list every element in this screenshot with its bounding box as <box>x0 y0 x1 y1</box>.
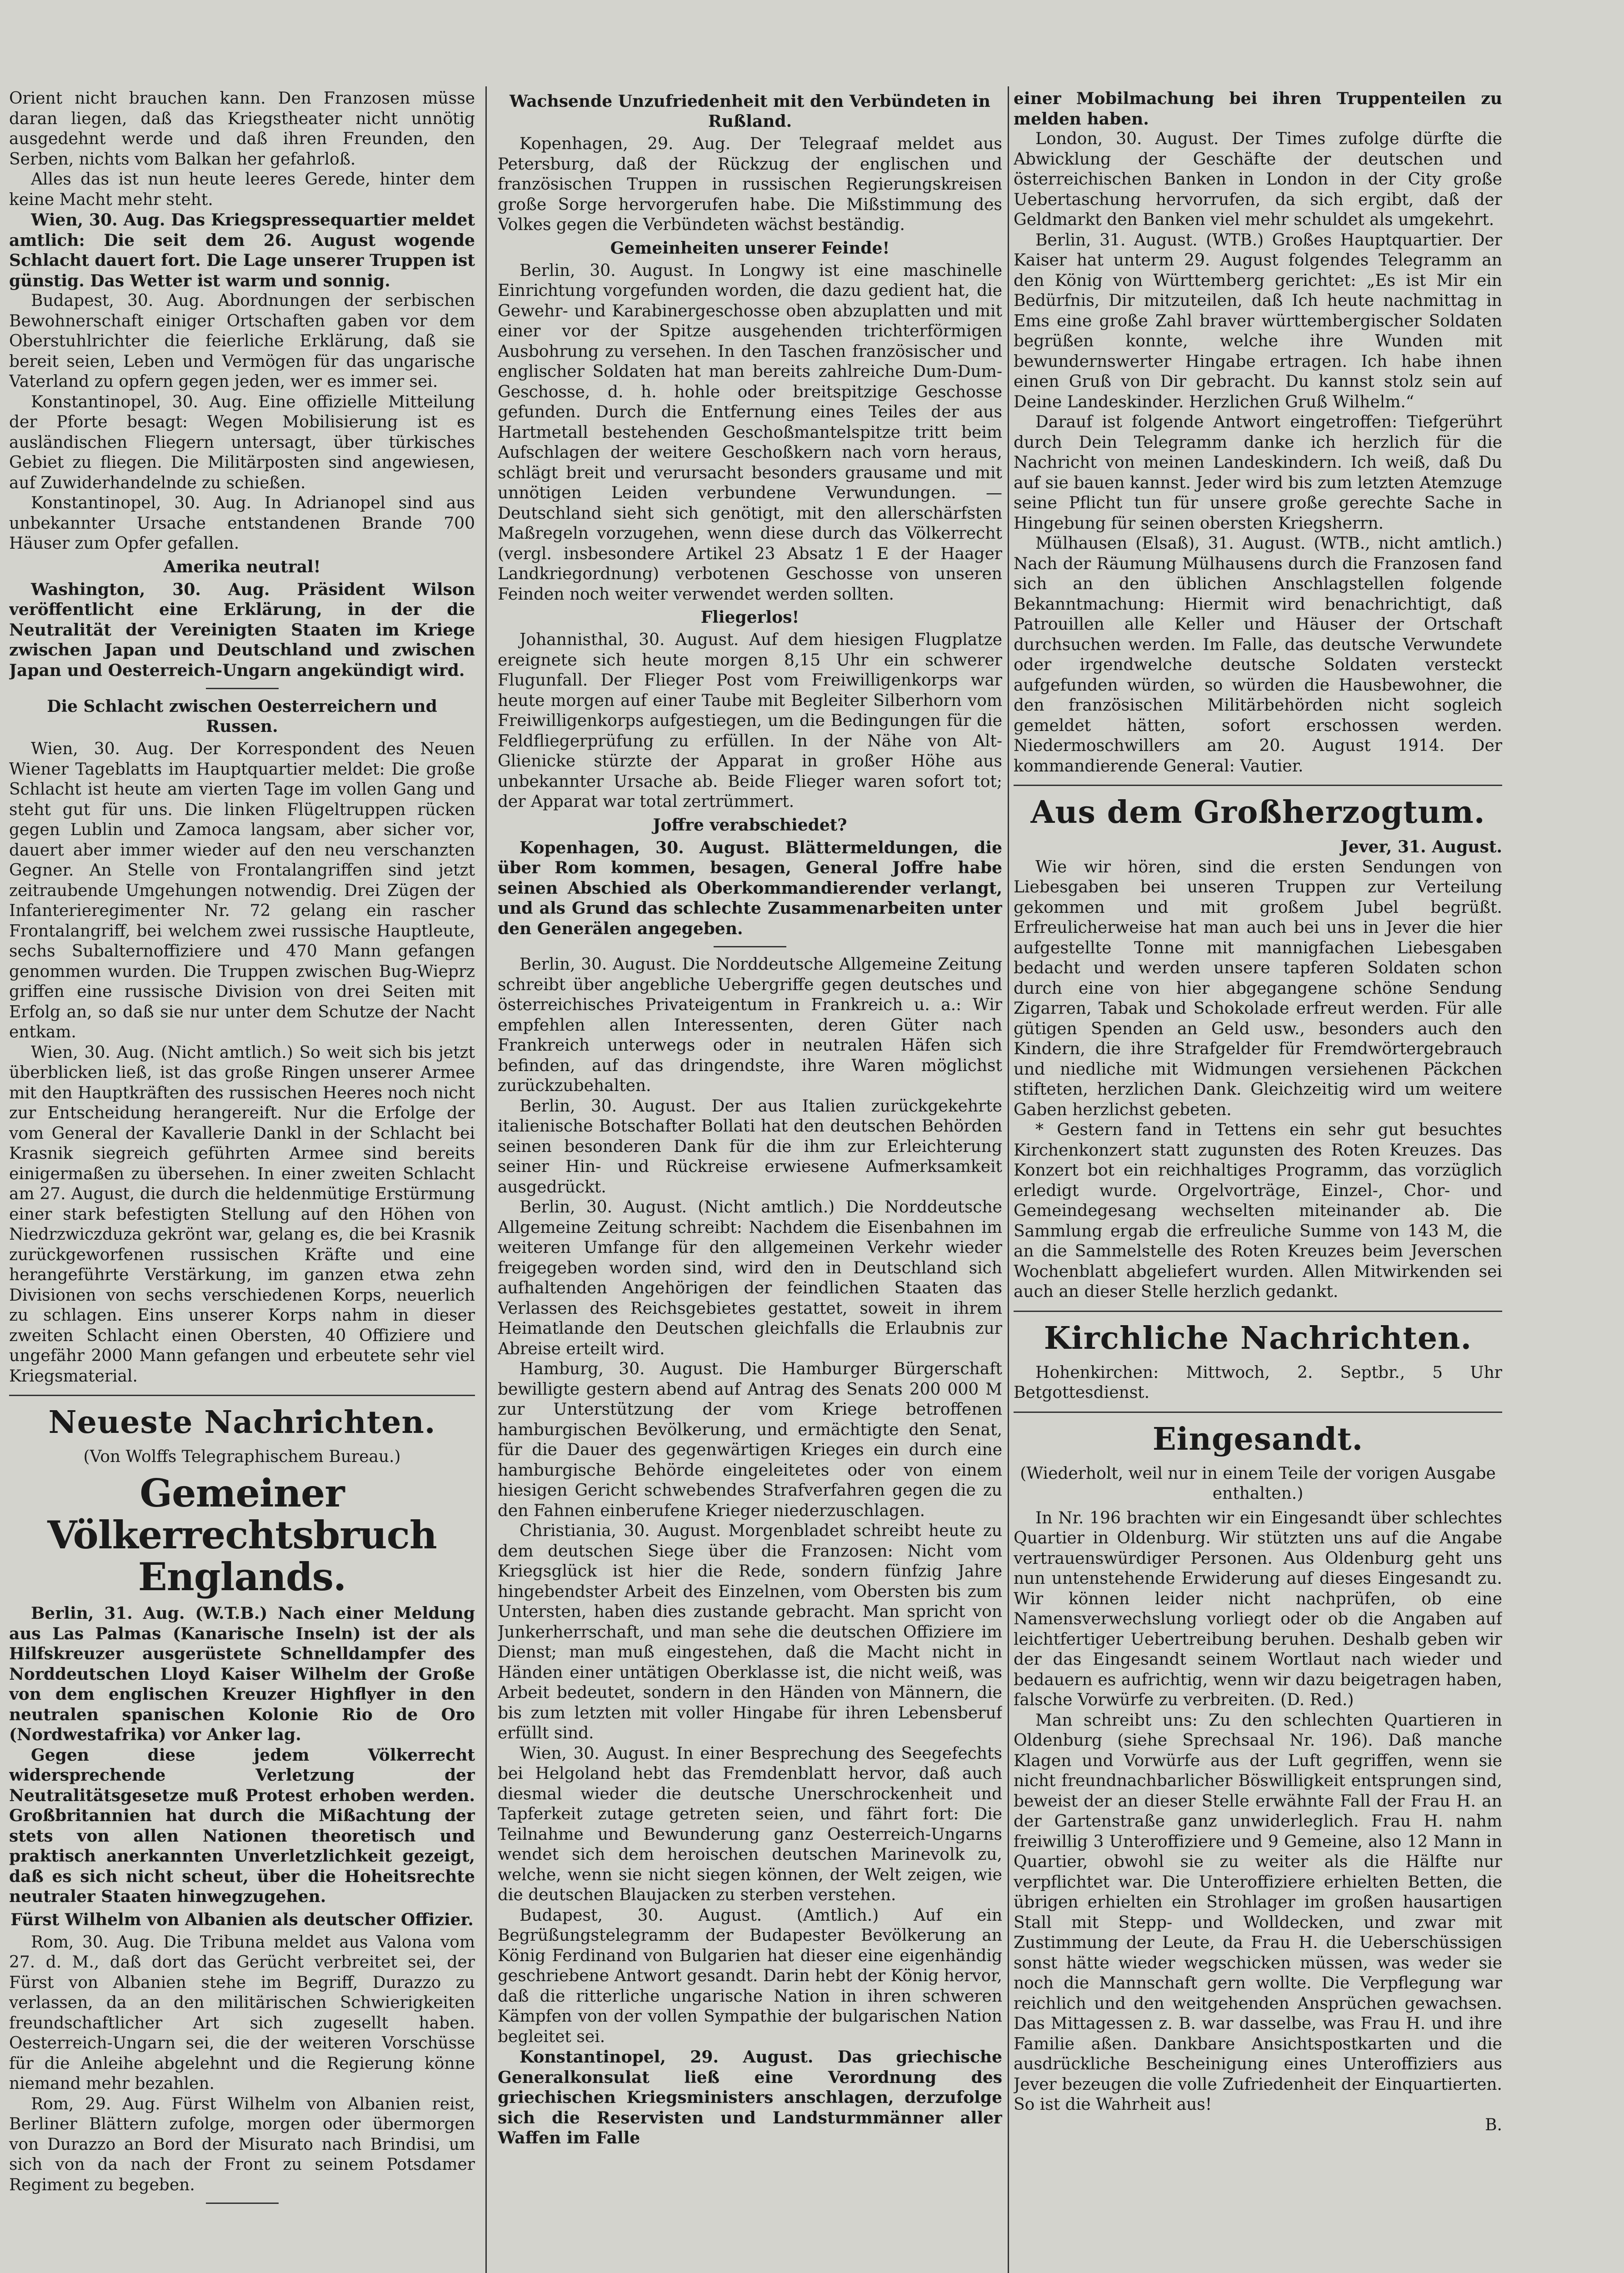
article-paragraph: Alles das ist nun heute leeres Gerede, hinter dem keine Macht mehr steht. <box>9 170 475 209</box>
short-divider <box>206 2203 279 2204</box>
section-title: Aus dem Großherzogtum. <box>1030 794 1485 831</box>
section-heading: Wachsende Unzufriedenheit mit den Verbündeten in Rußland. <box>510 92 990 131</box>
article-paragraph: Mülhausen (Elsaß), 31. August. (WTB., nicht amtlich.) Nach der Räumung Mülhausens durch die Franzosen fand sich an den üblichen Anschlagstellen folgende Bekanntmachung: Hiermit wird benachrichtigt, daß Patrouillen alle Keller und Häuser der Ortschaft durchsuchen werden. Im Falle, das deutsche Verwundete oder irgendwelche deutsche Soldaten versteckt aufgefunden würden, so würden die Hausbewohner, die den französischen Militärbehörden nicht sogleich gemeldet hätten, sofort erschossen werden. Niedermoschwillers am 20. August 1914. Der kommandierende General: Vautier. <box>1014 534 1502 776</box>
article-paragraph: Wie wir hören, sind die ersten Sendungen von Liebesgaben bei unseren Truppen zur Verteilung gekommen und mit großem Jubel begrüßt. Erfreulicherweise hat man auch bei uns in Jever die hier aufgestellte Tonne mit mannigfachen Liebesgaben bedacht und werden unsere tapferen Soldaten schon durch eine von hier abgegangene schöne Sendung Zigarren, Tabak und Schokolade erfreut werden. Für alle gütigen Spenden an Geld usw., besonders auch den Kindern, die ihre Strafgelder für Fremdwörtergebrauch und niedliche mit Widmungen versiehenen Päckchen stifteten, herzlichen Dank. Gleichzeitig wird um weitere Gaben herzlichst gebeten. <box>1014 857 1502 1119</box>
article-paragraph: Rom, 29. Aug. Fürst Wilhelm von Albanien reist, Berliner Blättern zufolge, morgen oder übermorgen von Durazzo an Bord der Misurato nach Brindisi, um sich von da nach der Front zu seinem Potsdamer Regiment zu begeben. <box>9 2094 475 2194</box>
section-heading: Fürst Wilhelm von Albanien als deutscher Offizier. <box>10 1910 474 1929</box>
article-paragraph: Wien, 30. Aug. Der Korrespondent des Neuen Wiener Tageblatts im Hauptquartier meldet: Die große Schlacht ist heute am vierten Tage im vollen Gang und steht gut für uns. Die linken Flügeltruppen rücken gegen Lublin und Zamoca langsam, aber sicher vor, dauert aber immer wieder auf den neu verschanzten Gegner. An Stelle von Frontalangriffen sind jetzt zeitraubende Umgehungen notwendig. Drei Zügen der Infanterieregimenter Nr. 72 gelang ein rascher Frontalangriff, bei welchem zwei russische Hauptleute, sechs Subalternoffiziere und 470 Mann gefangen genommen wurden. Die Truppen zwischen Bug-Wieprz griffen eine russische Division von drei Seiten mit Erfolg an, so daß sie nur unter dem Schutze der Nacht entkam. <box>9 740 475 1041</box>
column-1 <box>9 89 475 2273</box>
article-paragraph: Hohenkirchen: Mittwoch, 2. Septbr., 5 Uhr Betgottesdienst. <box>1014 1363 1502 1402</box>
section-divider <box>1014 1412 1502 1413</box>
section-subtitle: (Von Wolffs Telegraphischem Bureau.) <box>83 1447 401 1466</box>
article-paragraph: Hamburg, 30. August. Die Hamburger Bürgerschaft bewilligte gestern abend auf Antrag des Senats 200 000 M zur Unterstützung der vom Kriege betroffenen hamburgischen Bevölkerung, und ermächtigte den Senat, für die Dauer des gegenwärtigen Krieges ein durch eine hamburgische Behörde eingeleitetes oder von einem hiesigen Gericht schwebendes Strafverfahren gegen die zu den Fahnen einberufene Krieger niederzuschlagen. <box>498 1360 1002 1520</box>
article-paragraph: Konstantinopel, 30. Aug. In Adrianopel sind aus unbekannter Ursache entstandenen Brande 700 Häuser zum Opfer gefallen. <box>9 494 475 553</box>
section-heading: Die Schlacht zwischen Oesterreichern und Russen. <box>47 697 437 736</box>
section-title: Eingesandt. <box>1152 1421 1364 1457</box>
article-paragraph: Darauf ist folgende Antwort eingetroffen: Tiefgerührt durch Dein Telegramm danke ich herzlich für die Nachricht von meinen Landeskindern. Ich weiß, daß Du auf sie bauen kannst. Jeder wird bis zum letzten Atemzuge seine Pflicht tun für unsere große gerechte Sache in Hingebung für seinen obersten Kriegsherrn. <box>1014 413 1502 533</box>
article-paragraph: Berlin, 30. August. (Nicht amtlich.) Die Norddeutsche Allgemeine Zeitung schreibt: Nachdem die Eisenbahnen im weiteren Umfange für den allgemeinen Verkehr wieder freigegeben worden sind, wird den in Deutschland sich aufhaltenden Angehörigen der feindlichen Staaten das Verlassen des Reichsgebietes gestattet, soweit in ihrem Heimatlande den Deutschen gleichfalls die Erlaubnis zur Abreise erteilt wird. <box>498 1198 1002 1358</box>
column-3 <box>1014 89 1502 2273</box>
article-paragraph: Wien, 30. Aug. (Nicht amtlich.) So weit sich bis jetzt überblicken ließ, ist das große Ringen unserer Armee mit den Hauptkräften des russischen Heeres noch nicht zur Entscheidung herangereift. Nur die Erfolge der vom General der Kavallerie Dankl in der Schlacht bei Krasnik siegreich geführten Armee sind bereits einigermaßen zu übersehen. In einer zweiten Schlacht am 27. August, die durch die heldenmütige Erstürmung einer stark befestigten Stellung auf den Höhen von Niedrzwiczduza gekrönt war, gelang es, die bei Krasnik zurückgeworfenen russischen Kräfte und eine herangeführte Verstärkung, im ganzen etwa zehn Divisionen von sechs verschiedenen Korps, neuerlich zu schlagen. Eins unserer Korps nahm in dieser zweiten Schlacht einen Obersten, 40 Offiziere und ungefähr 2000 Mann gefangen und erbeutete sehr viel Kriegsmaterial. <box>9 1043 475 1386</box>
article-paragraph: * Gestern fand in Tettens ein sehr gut besuchtes Kirchenkonzert statt zugunsten des Roten Kreuzes. Das Konzert bot ein reichhaltiges Programm, das vorzüglich erledigt wurde. Orgelvorträge, Einzel-, Chor- und Gemeindegesang wechselten miteinander ab. Die Sammlung ergab die erfreuliche Summe von 143 M, die an die Sammelstelle des Roten Kreuzes beim Jeverschen Wochenblatt abgeliefert wurden. Allen Mitwirkenden sei auch an dieser Stelle herzlich gedankt. <box>1014 1121 1502 1301</box>
article-paragraph: einer Mobilmachung bei ihren Truppenteilen zu melden haben. <box>1014 89 1502 129</box>
column-2 <box>498 89 1002 2273</box>
section-divider <box>1014 785 1502 786</box>
article-paragraph: Berlin, 31. Aug. (W.T.B.) Nach einer Meldung aus Las Palmas (Kanarische Inseln) ist der als Hilfskreuzer ausgerüstete Schnelldampfer des Norddeutschen Lloyd Kaiser Wilhelm der Große von dem englischen Kreuzer Highflyer in den neutralen spanischen Kolonie Rio de Oro (Nordwestafrika) vor Anker lag. <box>9 1604 475 1744</box>
article-paragraph: Konstantinopel, 29. August. Das griechische Generalkonsulat ließ eine Verordnung des griechischen Kriegsministers anschlagen, derzufolge sich die Reservisten und Landsturmmänner aller Waffen im Falle <box>498 2048 1002 2148</box>
section-heading: Amerika neutral! <box>163 557 321 576</box>
article-paragraph: Orient nicht brauchen kann. Den Franzosen müsse daran liegen, daß das Kriegstheater nicht unnötig ausgedehnt werde und daß ihren Freunden, den Serben, nichts vom Balkan her gefahrloß. <box>9 89 475 169</box>
article-paragraph: Kopenhagen, 30. August. Blättermeldungen, die über Rom kommen, besagen, General Joffre habe seinen Abschied als Oberkommandierender verlangt, und als Grund das schlechte Zusammenarbeiten unter den Generälen angegeben. <box>498 838 1002 938</box>
article-paragraph: Budapest, 30. Aug. Abordnungen der serbischen Bewohnerschaft einiger Ortschaften gaben vor dem Oberstuhlrichter die feierliche Erklärung, daß sie bereit seien, Leben und Vermögen für das ungarische Vaterland zu opfern gegen jeden, wer es immer sei. <box>9 291 475 391</box>
section-title: Kirchliche Nachrichten. <box>1044 1320 1472 1357</box>
headline: Gemeiner Völkerrechtsbruch Englands. <box>47 1471 437 1599</box>
article-paragraph: Gegen diese jedem Völkerrecht widersprechende Verletzung der Neutralitätsgesetze muß Protest erhoben werden. Großbritannien hat durch die Mißachtung der stets von allen Nationen theoretisch und praktisch anerkannten Unverletzlichkeit gezeigt, daß es sich nicht scheut, über die Hoheitsrechte neutraler Staaten hinwegzugehen. <box>9 1745 475 1906</box>
article-paragraph: Berlin, 31. August. (WTB.) Großes Hauptquartier. Der Kaiser hat unterm 29. August folgendes Telegramm an den König von Württemberg gerichtet: „Es ist Mir ein Bedürfnis, Dir mitzuteilen, daß Ich heute nachmittag in Ems eine große Zahl braver württembergischer Soldaten begrüßen konnte, welche ihre Wunden mit bewundernswerter Hingabe ertragen. Ich habe ihnen einen Gruß von Dir gebracht. Du kannst stolz sein auf Deine Landeskinder. Herzlichen Gruß Wilhelm.“ <box>1014 230 1502 411</box>
section-divider <box>9 1395 475 1396</box>
article-paragraph: Wien, 30. August. In einer Besprechung des Seegefechts bei Helgoland hebt das Fremdenblatt hervor, daß auch diesmal wieder die deutsche Unerschrockenheit und Tapferkeit zutage getreten seien, und fährt fort: Die Teilnahme und Bewunderung ganz Oesterreich-Ungarns wendet sich dem heroischen deutschen Marinevolk zu, welche, wenn sie nicht siegen können, der Welt zeigen, wie die deutschen Blaujacken zu sterben verstehen. <box>498 1744 1002 1904</box>
dateline: Jever, 31. August. <box>1340 837 1502 856</box>
short-divider <box>714 946 786 947</box>
article-paragraph: Berlin, 30. August. Der aus Italien zurückgekehrte italienische Botschafter Bollati hat den deutschen Behörden seinen besonderen Dank für die ihm zur Erleichterung seiner Hin- und Rückreise erwiesene Aufmerksamkeit ausgedrückt. <box>498 1096 1002 1197</box>
section-subtitle: (Wiederholt, weil nur in einem Teile der vorigen Ausgabe enthalten.) <box>1020 1464 1496 1503</box>
article-paragraph: Kopenhagen, 29. Aug. Der Telegraaf meldet aus Petersburg, daß der Rückzug der englischen und französischen Truppen in russischen Regierungskreisen große Sorge hervorgerufen habe. Die Mißstimmung des Volkes gegen die Verbündeten wächst beständig. <box>498 135 1002 234</box>
article-paragraph: Christiania, 30. August. Morgenbladet schreibt heute zu dem deutschen Siege über die Franzosen: Nicht vom Kriegsglück ist hier die Rede, sondern fünfzig Jahre hingebendster Arbeit des Einzelnen, vom Obersten bis zum Untersten, haben dies zustande gebracht. Man spricht von Junkerherrschaft, und man sehe die deutschen Offiziere im Dienst; man muß eingestehen, daß die Macht nicht in Händen einer untätigen Oberklasse ist, die nicht weiß, was Arbeit bedeutet, sondern in den Händen von Männern, die bis zum letzten mit voller Hingabe für ihren Lebensberuf erfüllt sind. <box>498 1522 1002 1742</box>
article-paragraph: London, 30. August. Der Times zufolge dürfte die Abwicklung der Geschäfte der deutschen und österreichischen Banken in London in der City große Uebertaschung hervorrufen, da sich ergibt, daß der Geldmarkt den Banken viel mehr schuldet als umgekehrt. <box>1014 130 1502 229</box>
section-heading: Fliegerlos! <box>700 608 800 627</box>
article-paragraph: Rom, 30. Aug. Die Tribuna meldet aus Valona vom 27. d. M., daß dort das Gerücht verbreitet sei, der Fürst von Albanien stehe im Begriff, Durazzo zu verlassen, da an den militärischen Schwierigkeiten freundschaftlicher Art sich zugesellt haben. Oesterreich-Ungarn sei, die der weiteren Vorschüsse für die Anleihe abgelehnt und die Regierung könne niemand mehr bezahlen. <box>9 1933 475 2093</box>
article-paragraph: In Nr. 196 brachten wir ein Eingesandt über schlechtes Quartier in Oldenburg. Wir stützten uns auf die Angabe vertrauenswürdiger Personen. Aus Oldenburg geht uns nun untenstehende Erwiderung auf dieses Eingesandt zu. Wir können leider nicht nachprüfen, ob eine Namensverwechslung vorliegt oder ob die Angaben auf leichtfertiger Uebertreibung beruhen. Deshalb geben wir der das Eingesandt seinem Wortlaut nach wieder und bedauern es aufrichtig, wenn wir dazu beigetragen haben, falsche Vorwürfe zu verbreiten. (D. Red.) <box>1014 1508 1502 1709</box>
section-heading: Gemeinheiten unserer Feinde! <box>610 238 890 258</box>
article-paragraph: Washington, 30. Aug. Präsident Wilson veröffentlicht eine Erklärung, in der die Neutralität der Vereinigten Staaten im Kriege zwischen Japan und Deutschland und zwischen Japan und Oesterreich-Ungarn angekündigt wird. <box>9 580 475 680</box>
column-rule-left <box>485 86 487 2273</box>
article-paragraph: Berlin, 30. August. In Longwy ist eine maschinelle Einrichtung vorgefunden worden, die dazu gedient hat, die Gewehr- und Karabinergeschosse oben abzuplatten und mit einer vor der Spitze ausgehenden trichterförmigen Ausbohrung zu versehen. In den Taschen französischer und englischer Soldaten hat man bereits zahlreiche Dum-Dum-Geschosse, d. h. hohle oder breitspitzige Geschosse gefunden. Durch die Entfernung eines Teiles der aus Hartmetall bestehenden Geschoßmantelspitze tritt beim Aufschlagen der weitere Geschoßkern nach vorn heraus, schlägt breit und verursacht besonders grausame und mit unnötigen Leiden verbundene Verwundungen. — Deutschland sieht sich genötigt, mit den allerschärfsten Maßregeln vorzugehen, wenn diese durch das Völkerrecht (vergl. insbesondere Artikel 23 Absatz 1 E der Haager Landkriegordnung) verbotenen Geschosse von unseren Feinden noch weiter verwendet werden sollten. <box>498 261 1002 604</box>
section-divider <box>1014 1311 1502 1312</box>
article-paragraph: Man schreibt uns: Zu den schlechten Quartieren in Oldenburg (siehe Sprechsaal Nr. 196). Daß manche Klagen und Vorwürfe aus der Luft gegriffen, wenn sie nicht freundnachbarlicher Böswilligkeit entsprungen sind, beweist der an dieser Stelle erwähnte Fall der Frau H. an der Gartenstraße ganz unwiderleglich. Frau H. nahm freiwillig 3 Unteroffiziere und 9 Gemeine, also 12 Mann in Quartier, obwohl sie zu weiter als die Hälfte nur verpflichtet war. Die Unteroffiziere erhielten Betten, die übrigen erhielten ein Strohlager im großen hausartigen Stall mit Stepp- und Wolldecken, und zwar mit Zustimmung der Leute, da Frau H. die Ueberschüssigen sonst hätte wieder wegschicken müssen, was weder sie noch die Mannschaft gern wollte. Die Verpflegung war reichlich und den weitgehenden Ansprüchen gewachsen. Das Mittagessen z. B. war dasselbe, was Frau H. und ihre Familie aßen. Dankbare Ansichtspostkarten und die ausdrückliche Bescheinigung eines Unteroffiziers aus Jever bezeugen die volle Zufriedenheit der Einquartierten. So ist die Wahrheit aus! <box>1014 1711 1502 2114</box>
article-paragraph: Johannisthal, 30. August. Auf dem hiesigen Flugplatze ereignete sich heute morgen 8,15 Uhr ein schwerer Flugunfall. Der Flieger Post vom Freiwilligenkorps war heute morgen auf einer Taube mit Begleiter Silberhorn vom Freiwilligenkorps aufgestiegen, um die Bedingungen für die Feldfliegerprüfung zu erfüllen. In der Nähe von Alt-Glienicke stürzte der Apparat in großer Höhe aus unbekannter Ursache ab. Beide Flieger waren sofort tot; der Apparat war total zertrümmert. <box>498 631 1002 811</box>
section-heading: Joffre verabschiedet? <box>653 815 847 835</box>
article-paragraph: Wien, 30. Aug. Das Kriegspressequartier meldet amtlich: Die seit dem 26. August wogende Schlacht dauert fort. Die Lage unserer Truppen ist günstig. Das Wetter ist warm und sonnig. <box>9 210 475 290</box>
article-paragraph: Konstantinopel, 30. Aug. Eine offizielle Mitteilung der Pforte besagt: Wegen Mobilisierung ist es ausländischen Fliegern untersagt, über türkisches Gebiet zu fliegen. Die Militärposten sind angewiesen, auf Zuwiderhandelnde zu schießen. <box>9 392 475 492</box>
column-rule-right <box>1008 86 1009 2273</box>
signature: B. <box>1485 2115 1502 2134</box>
article-paragraph: Berlin, 30. August. Die Norddeutsche Allgemeine Zeitung schreibt über angebliche Uebergriffe gegen deutsches und österreichisches Privateigentum in Frankreich u. a.: Wir empfehlen allen Interessenten, deren Güter nach Frankreich unterwegs oder in neutralen Häfen sich befinden, auf das dringendste, ihre Waren möglichst zurückzubehalten. <box>498 955 1002 1095</box>
section-title: Neueste Nachrichten. <box>48 1404 436 1441</box>
article-paragraph: Budapest, 30. August. (Amtlich.) Auf ein Begrüßungstelegramm der Budapester Bevölkerung an König Ferdinand von Bulgarien hat dieser eine eigenhändig geschriebene Antwort gesandt. Darin hebt der König hervor, daß die ritterliche ungarische Nation in ihren schweren Kämpfen von der vollen Sympathie der bulgarischen Nation begleitet sei. <box>498 1906 1002 2046</box>
short-divider <box>206 688 279 689</box>
